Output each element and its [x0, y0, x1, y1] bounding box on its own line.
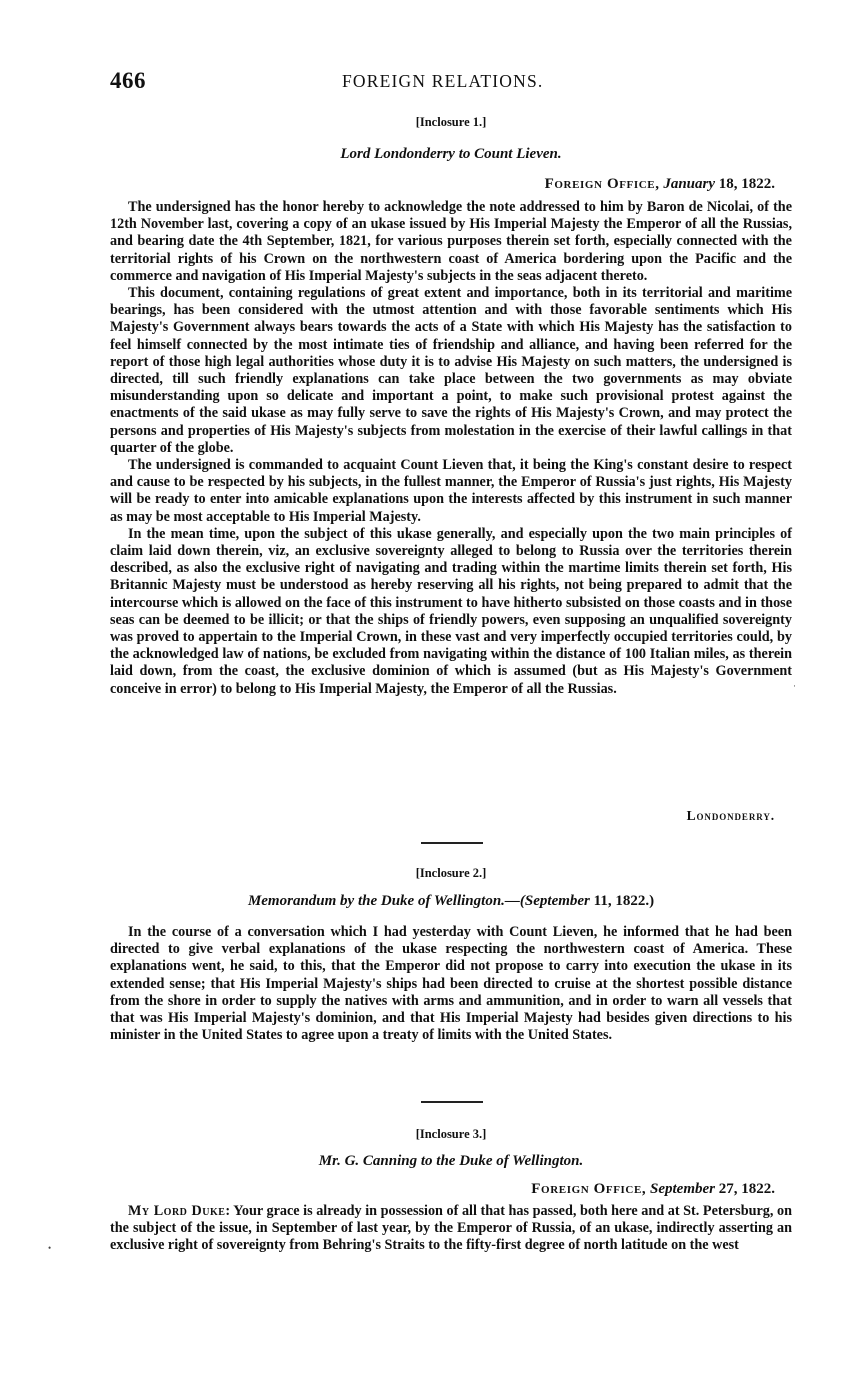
- enclosure-2-heading: [110, 893, 792, 910]
- enclosure-3-dateline: [531, 1181, 775, 1198]
- letter-text: : Your grace is already in possession of all that has passed, both here and at St. Petersburg, on the subject of the issue, in September of last year, by the Emperor of Russia, of an ukase, indirectly asserting an exclusive right of sovereignty from Behring's Straits to the fifty-first degree of north latitude on the west: [110, 1203, 793, 1254]
- enclosure-2-body: [110, 924, 792, 1044]
- signature-londonderry: Londonderry.: [686, 808, 775, 823]
- memorandum-date: 11, 1822.): [593, 893, 655, 909]
- enclosure-1-label: [Inclosure 1.]: [415, 115, 487, 129]
- salutation: My Lord Duke: [128, 1203, 226, 1219]
- dateline-office: Foreign Office,: [531, 1181, 647, 1197]
- enclosure-3-body: [110, 1203, 792, 1255]
- page-number: 466: [110, 68, 146, 93]
- paragraph: In the mean time, upon the subject of this ukase generally, and especially upon the two main principles of claim laid down therein, viz, an exclusive sovereignty alleged to belong to Russia over the territories therein described, as also the exclusive right of navigating and trading within the martime limits therein set forth, His Britannic Majesty must be understood as hereby reserving all his rights, not being prepared to admit that the intercourse which is allowed on the face of this instrument to have hitherto subsisted on those coasts and in those seas can be deemed to be illicit; or that the ships of friendly powers, even supposing an unqualified sovereignty was proved to appertain to the Imperial Crown, in these vast and very imperfectly occupied territories could, by the acknowledged law of nations, be excluded from navigating within the distance of 100 Italian miles, as therein laid down, from the coast, the exclusive dominion of which is assumed (but as His Majesty's Government conceive in error) to belong to His Imperial Majesty, the Emperor of all the Russias.: [110, 525, 792, 697]
- paragraph: [110, 1203, 792, 1255]
- running-title: FOREIGN RELATIONS.: [342, 71, 544, 91]
- enclosure-3-heading: Mr. G. Canning to the Duke of Wellington.: [318, 1153, 584, 1169]
- section-divider: [421, 842, 483, 844]
- dateline-date: 27, 1822.: [718, 1181, 775, 1197]
- enclosure-1-heading: Lord Londonderry to Count Lieven.: [340, 146, 562, 162]
- paragraph: In the course of a conversation which I had yesterday with Count Lieven, he informed that he had been directed to give verbal explanations of the ukase respecting the northwestern coast of America. These explanations went, he said, to this, that the Emperor did not propose to carry into execution the ukase in its extended sense; that His Imperial Majesty's ships had been directed to cruise at the shortest possible distance from the shore in order to supply the natives with arms and ammunition, and in order to warn all vessels that that was His Imperial Majesty's dominion, and that His Imperial Majesty had besides given directions to his minister in the United States to agree upon a treaty of limits with the United States.: [110, 924, 792, 1044]
- paragraph: This document, containing regulations of great extent and importance, both in its territorial and maritime bearings, has been considered with the utmost attention and with those favorable sentiments which His Majesty's Government always bears towards the acts of a State with which His Majesty has the satisfaction to feel himself connected by the most intimate ties of friendship and alliance, and having been referred for the report of those high legal authorities whose duty it is to advise His Majesty on such matters, the undersigned is directed, till such friendly explanations can take place between the two governments as may obviate misunderstanding upon so delicate and important a point, to make such provisional protest against the enactments of the said ukase as may fully serve to save the rights of His Majesty's Crown, and may protect the persons and properties of His Majesty's subjects from molestation in the exercise of their lawful callings in that quarter of the globe.: [110, 285, 792, 456]
- paragraph: The undersigned is commanded to acquaint Count Lieven that, it being the King's constant desire to respect and cause to be respected by his subjects, in the fullest manner, the Emperor of Russia's just rights, His Majesty will be ready to enter into amicable explanations upon the interests affected by this instrument in such manner as may be most acceptable to His Imperial Majesty.: [110, 457, 792, 525]
- enclosure-1-body: [110, 199, 792, 698]
- section-divider: [421, 1101, 483, 1103]
- enclosure-2-label: [Inclosure 2.]: [415, 866, 487, 880]
- margin-speck: •: [48, 1243, 52, 1253]
- dateline-month: January: [663, 176, 715, 192]
- enclosure-1-dateline: [545, 176, 775, 193]
- dateline-month: September: [650, 1181, 715, 1197]
- memorandum-title: Memorandum by the Duke of Wellington.—(September: [247, 893, 590, 909]
- dateline-office: Foreign Office,: [544, 176, 660, 192]
- page-header: [110, 68, 792, 98]
- margin-speck: ·: [793, 681, 796, 691]
- dateline-date: 18, 1822.: [718, 176, 775, 192]
- document-page: [110, 0, 792, 1380]
- enclosure-3-label: [Inclosure 3.]: [415, 1127, 487, 1141]
- paragraph: The undersigned has the honor hereby to acknowledge the note addressed to him by Baron de Nicolai, of the 12th November last, covering a copy of an ukase issued by His Imperial Majesty the Emperor of all the Russias, and bearing date the 4th September, 1821, for various purposes therein set forth, especially connected with the territorial rights of his Crown on the northwestern coast of America bordering upon the Pacific and the commerce and navigation of His Imperial Majesty's subjects in the seas adjacent thereto.: [110, 199, 792, 284]
